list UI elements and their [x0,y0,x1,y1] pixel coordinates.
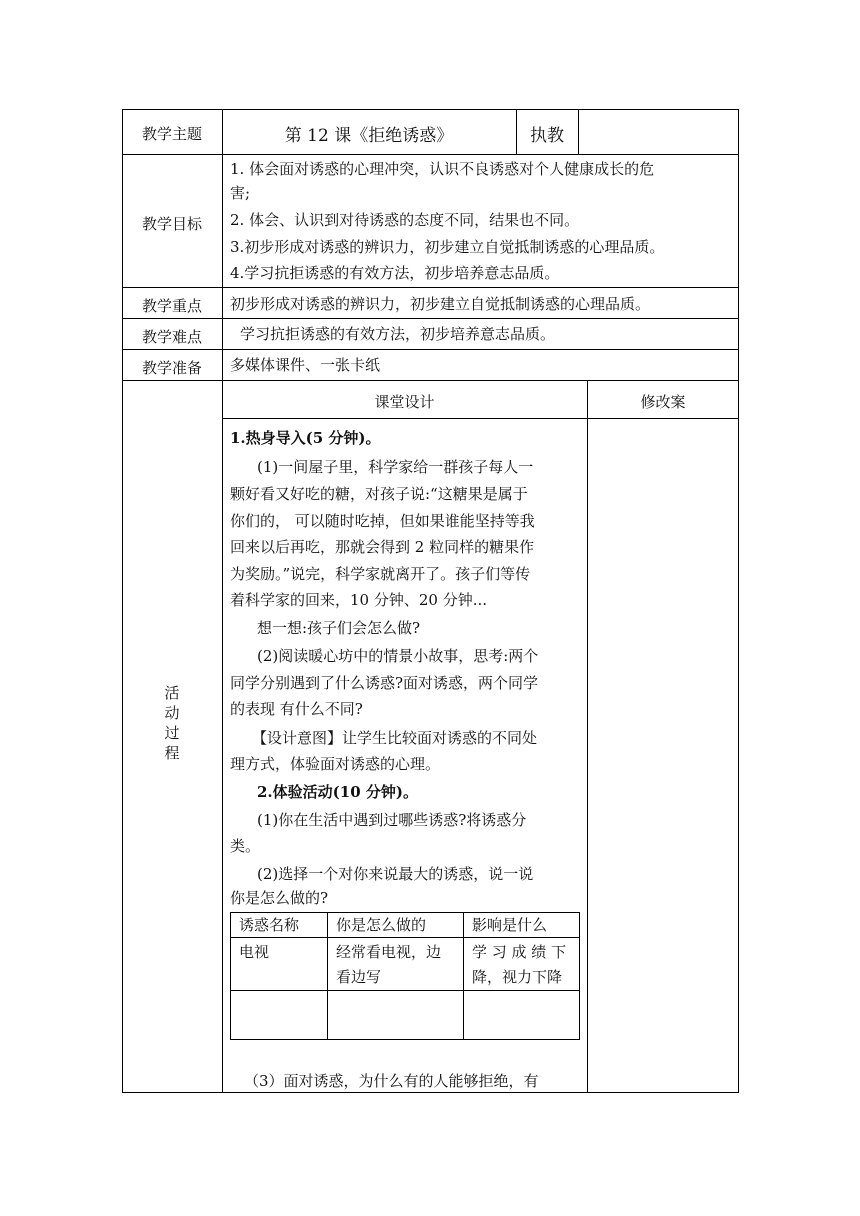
row-divider [122,380,739,381]
key-points-text: 初步形成对诱惑的辨识力，初步建立自觉抵制诱惑的心理品质。 [230,295,651,313]
activity-line: 【设计意图】让学生比较面对诱惑的不同处 [252,729,538,747]
column-divider [587,380,588,1093]
activity-line: 着科学家的回来，10 分钟、20 分钟... [230,591,488,609]
row-divider [122,318,739,319]
activity-line: 同学分别遇到了什么诱惑?面对诱惑，两个同学 [230,674,539,692]
activity-line: (1)你在生活中遇到过哪些诱惑?将诱惑分 [257,811,527,829]
activity-line: 的表现 有什么不同? [230,700,363,718]
objective-line: 2. 体会、认识到对待诱惑的态度不同，结果也不同。 [230,211,580,229]
design-header: 课堂设计 [374,393,435,411]
temptation-table-rule [327,912,328,1040]
activity-line: 颗好看又好吃的糖，对孩子说:“这糖果是属于 [230,485,528,503]
temptation-table-cell: 看边写 [336,968,382,986]
preparation-text: 多媒体课件、一张卡纸 [230,356,381,374]
temptation-table-rule [230,937,580,938]
subject-label: 教学主题 [141,125,202,143]
teacher-label: 执教 [530,126,564,146]
column-divider [578,109,579,154]
revision-header: 修改案 [640,393,686,411]
activity-line: 类。 [230,837,261,855]
temptation-table-header: 影响是什么 [472,916,548,934]
objective-line: 3.初步形成对诱惑的辨识力，初步建立自觉抵制诱惑的心理品质。 [230,238,665,256]
activity-line: 理方式，体验面对诱惑的心理。 [230,755,441,773]
activity-line: 为奖励。”说完，科学家就离开了。孩子们等传 [230,565,531,583]
activity-line: 回来以后再吃，那就会得到 2 粒同样的糖果作 [230,538,535,556]
difficulties-label: 教学难点 [141,328,202,346]
objectives-label: 教学目标 [141,215,202,233]
lesson-title: 第 12 课《拒绝诱惑》 [284,126,454,146]
activity-line: 你是怎么做的? [230,889,329,907]
objective-line: 害; [230,184,251,202]
temptation-table-cell: 电视 [239,943,270,961]
temptation-table-header: 你是怎么做的 [336,916,427,934]
key-points-label: 教学重点 [141,297,202,315]
activity-label [162,683,182,763]
activity-line: (2)选择一个对你来说最大的诱惑，说一说 [257,865,534,883]
activity-label-char: 程 [164,744,180,762]
objective-line: 1. 体会面对诱惑的心理冲突，认识不良诱惑对个人健康成长的危 [230,160,655,178]
column-divider [222,109,223,1093]
row-divider [222,418,739,419]
activity-line: 1.热身导入(5 分钟)。 [230,429,381,447]
objective-line: 4.学习抗拒诱惑的有效方法，初步培养意志品质。 [230,264,560,282]
temptation-table-rule [463,912,464,1040]
temptation-table-header: 诱惑名称 [239,916,300,934]
temptation-table-cell: 学 习 成 绩 下 [472,943,567,961]
activity-line: 你们的， 可以随时吃掉，但如果谁能坚持等我 [230,512,535,530]
activity-line: 想一想:孩子们会怎么做? [257,619,421,637]
temptation-table-cell: 经常看电视，边 [336,943,442,961]
activity-line: (2)阅读暖心坊中的情景小故事，思考:两个 [257,647,539,665]
activity-line: 2.体验活动(10 分钟)。 [257,783,418,801]
activity-line: (1)一间屋子里，科学家给一群孩子每人一 [257,458,534,476]
activity-label-char: 动 [164,704,180,722]
temptation-table-cell: 降，视力下降 [472,968,563,986]
preparation-label: 教学准备 [141,359,202,377]
row-divider [122,287,739,288]
activity-label-char: 活 [164,684,180,702]
row-divider [122,349,739,350]
temptation-table-rule [230,990,580,991]
row-divider [122,154,739,155]
difficulties-text: 学习抗拒诱惑的有效方法，初步培养意志品质。 [240,325,556,343]
activity-line: （3）面对诱惑，为什么有的人能够拒绝，有 [244,1072,539,1090]
activity-label-char: 过 [164,724,180,742]
